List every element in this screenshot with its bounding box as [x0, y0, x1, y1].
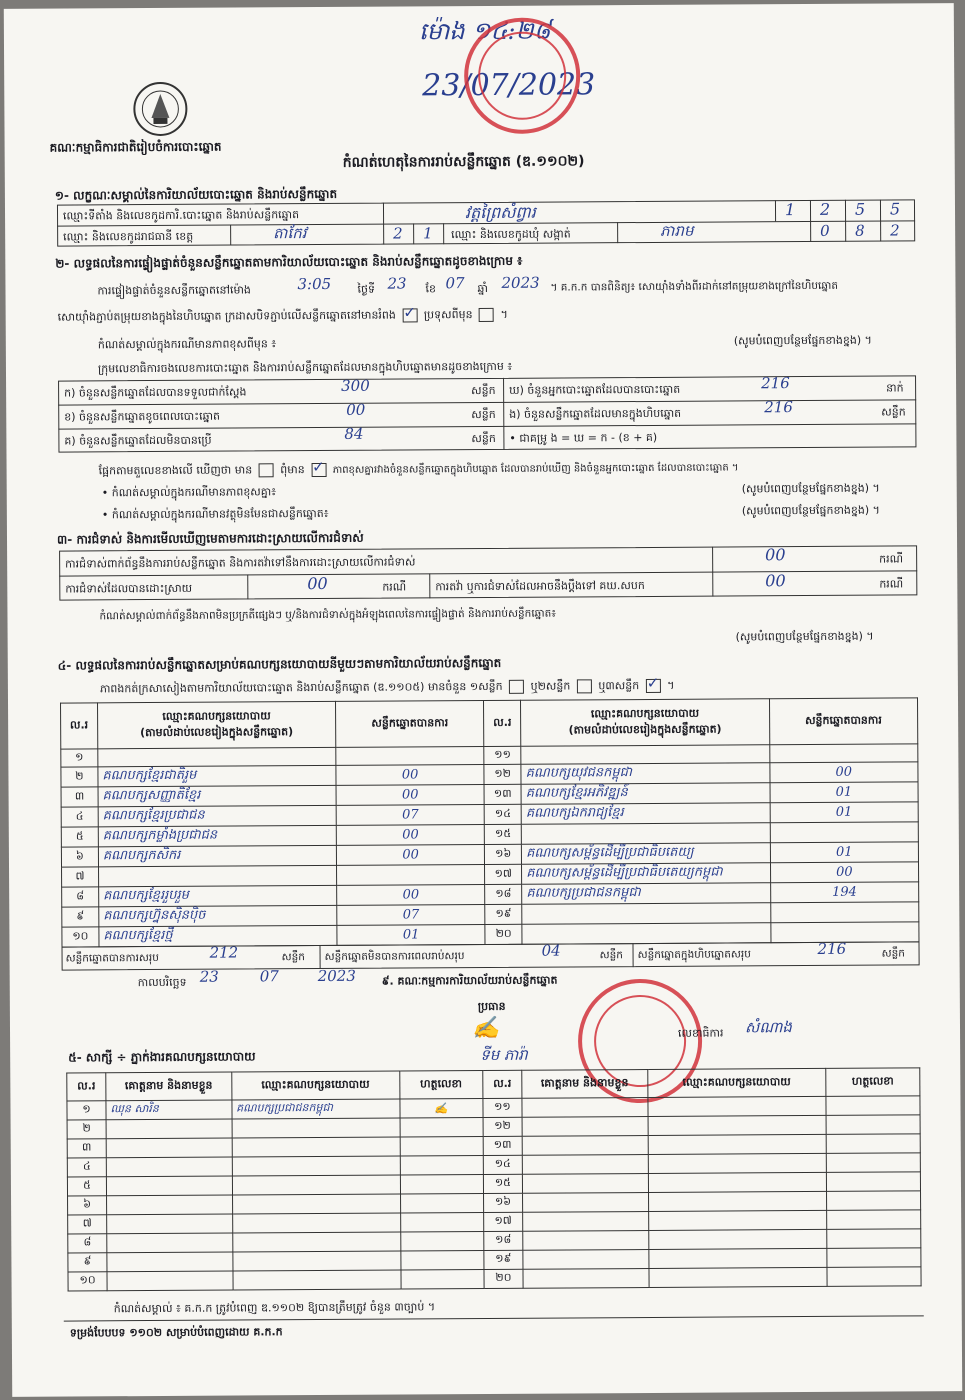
sum-valid-unit: សន្លឹក	[281, 951, 305, 964]
witness-party	[232, 1175, 400, 1195]
party-name: គណបក្សកម្លាំងប្រជាជន	[98, 825, 336, 846]
count-formula: • ជាគម្រូ ង = ឃ = ក - (ខ + គ)	[509, 430, 658, 445]
row-no: ១៨	[485, 884, 522, 904]
party-votes: 00	[336, 764, 484, 785]
row-no: ២០	[484, 1269, 523, 1288]
commune-value: ភារាម	[660, 221, 694, 240]
party-name: គណបក្សខ្មែរប្រជាជន	[98, 805, 336, 826]
witness-signature	[400, 1118, 484, 1138]
witness-name	[522, 1136, 648, 1156]
stamp-date-handwriting: 23/07/2023	[422, 67, 596, 104]
row-no: ១៩	[485, 904, 522, 924]
verify-month: 07	[445, 274, 465, 293]
witness-signature	[400, 1270, 484, 1290]
official-red-seal-top	[464, 17, 581, 134]
row-no: ៦	[61, 847, 98, 867]
witness-party	[233, 1251, 401, 1271]
party-name: គណបក្សខ្មែររួបរួម	[99, 885, 337, 906]
col-party-left: ឈ្មោះគណបក្សនយោបាយ (តាមលំដាប់លេខរៀងក្នុងសន្លឹកឆ្នោត)	[97, 701, 335, 748]
witness-party	[648, 1229, 827, 1249]
party-name	[521, 823, 770, 845]
station-code-3: 5	[854, 199, 866, 219]
row-no: ១៥	[483, 1174, 522, 1193]
party-name: គណបក្សយុវជនកម្ពុជា	[521, 763, 770, 785]
committee-name: គណៈកម្មាធិការជាតិរៀបចំការបោះឆ្នោត	[49, 139, 222, 155]
row-no: ៦	[68, 1196, 107, 1215]
witness-signature	[400, 1213, 484, 1233]
date-month: 07	[259, 967, 279, 986]
witness-name	[107, 1214, 233, 1234]
row-no: ៣	[61, 787, 98, 807]
count-d-unit: នាក់	[886, 381, 904, 395]
year-label: ឆ្នាំ	[477, 281, 489, 296]
province-code-2: 1	[423, 224, 433, 243]
sum-box: 216	[817, 939, 847, 958]
count-e-unit: សន្លឹក	[881, 405, 906, 419]
witness-party	[648, 1248, 827, 1268]
row-no: ១	[67, 1101, 106, 1120]
note-diff: • កំណត់សម្គាល់ក្នុងករណីមានភាពខុសគ្នា៖	[101, 485, 277, 500]
party-name	[522, 903, 771, 925]
col-votes-left: សន្លឹកឆ្នោតបានការ	[336, 700, 485, 747]
row-no: ១៧	[484, 1212, 523, 1231]
witness-name	[106, 1176, 232, 1196]
province-value: តាកែវ	[273, 224, 307, 243]
party-name: គណបក្សសម្ព័ន្ធដើម្បីប្រជាធិបតេយ្យ	[522, 843, 771, 865]
count-b-label: ខ) ចំនួនសន្លឹកឆ្នោតខូចពេលបោះឆ្នោត	[64, 409, 221, 424]
appeal-value: 00	[765, 571, 786, 591]
count-a-label: ក) ចំនួនសន្លឹកឆ្នោតដែលបានទទួលជាក់ស្តែង	[64, 385, 247, 400]
seal-broken-checkbox[interactable]	[479, 308, 494, 322]
witness-signature	[827, 1229, 921, 1249]
witness-party	[232, 1137, 400, 1157]
row-no: ១១	[483, 1098, 522, 1117]
committee-sign-title: ៩. គណៈកម្មការការិយាល័យរាប់សន្លឹកឆ្នោត	[381, 973, 558, 988]
resolved-unit: ករណី	[382, 580, 407, 594]
row-no: ១៣	[484, 784, 521, 804]
row-no: ២	[61, 767, 98, 787]
row-no: ១៦	[483, 1193, 522, 1212]
section5-title: ៥- សាក្សី ÷ ភ្នាក់ងារគណបក្សនយោបាយ	[68, 1049, 256, 1065]
section4-title: ៤- លទ្ធផលនៃការរាប់សន្លឹកឆ្នោតសម្រាប់គណបក្សនយោបាយនីមួយៗតាមការិយាល័យរាប់សន្លឹកឆ្នោត	[57, 655, 502, 673]
row-no: ៣	[67, 1139, 106, 1158]
witness-name	[522, 1174, 648, 1194]
witness-party	[232, 1118, 400, 1138]
w-col-no-right: ល.រ	[483, 1070, 522, 1098]
chair-signature: ✍	[471, 1015, 500, 1042]
form-title: កំណត់ហេតុនៃការរាប់សន្លឹកឆ្នោត (ឌ.១១០២)	[342, 153, 585, 171]
row-no: ៤	[61, 807, 98, 827]
seal-intact-checkbox[interactable]	[402, 308, 417, 322]
witness-party	[648, 1172, 827, 1192]
row-no: ៨	[68, 1234, 107, 1253]
has-difference-checkbox[interactable]	[259, 463, 274, 477]
footnote: កំណត់សម្គាល់ ៖ គ.ក.ក ត្រូវបំពេញ ឌ.១១០២ ឱ្យបានត្រឹមត្រូវ ចំនួន ៣ច្បាប់ ។	[113, 1300, 436, 1316]
party-name: គណបក្សសញ្ញាតិខ្មែរ	[98, 785, 336, 806]
witness-rows	[67, 1096, 921, 1291]
row-no: ២០	[485, 924, 522, 944]
witness-party	[649, 1267, 828, 1287]
secretary-label: លេខាធិការ	[678, 1026, 724, 1040]
witness-signature	[400, 1232, 484, 1252]
witness-signature	[826, 1153, 920, 1173]
table-row	[68, 1267, 921, 1291]
commune-label: ឈ្មោះ និងលេខកូដឃុំ សង្កាត់	[451, 227, 571, 242]
witness-signature	[827, 1248, 921, 1268]
witness-name	[523, 1249, 649, 1269]
witness-name	[523, 1268, 649, 1288]
verify-line1-tail: ។ គ.ក.ក បានពិនិត្យ៖ សោយ៉ាំងទាំងពីរដាក់នៅតម្រុយខាងក្រៅនៃហិបឆ្នោត	[550, 279, 839, 294]
sum-invalid-unit: សន្លឹក	[599, 949, 623, 962]
witness-party: គណបក្សប្រជាជនកម្ពុជា	[232, 1099, 400, 1119]
count-c-value: 84	[344, 424, 364, 443]
row-no: ១០	[62, 927, 99, 947]
witness-name	[523, 1231, 649, 1251]
w-col-no-left: ល.រ	[67, 1073, 106, 1101]
objection-note: កំណត់សម្គាល់ពាក់ព័ន្ធនឹងភាពមិនប្រក្រតីផ្សេងៗ ឬ/និងការជំទាស់ក្នុងអំឡុងពេលនៃការផ្ទៀងផ្ទាត់ និងការរាប់សន្លឹកឆ្នោត៖	[99, 607, 556, 623]
party-votes	[770, 822, 918, 843]
witness-signature	[400, 1194, 484, 1214]
sum-valid-label: សន្លឹកឆ្នោតបានការសរុប	[65, 951, 159, 965]
count-e-label: ង) ចំនួនសន្លឹកឆ្នោតដែលមានក្នុងហិបឆ្នោត	[509, 406, 682, 421]
party-name: គណបក្សឯករាជ្យខ្មែរ	[521, 803, 770, 825]
party-results-table	[60, 697, 919, 947]
three-sheets-checkbox[interactable]	[646, 679, 661, 693]
day-label: ថ្ងៃទី	[357, 282, 375, 296]
party-name: គណបក្សហ្វ៊ុនស៊ិនប៉ិច	[99, 905, 337, 926]
witness-party	[232, 1194, 400, 1214]
commune-code-1: 0	[820, 221, 830, 240]
witness-party	[648, 1096, 827, 1116]
objection-label: ការជំទាស់ពាក់ព័ន្ធនឹងការរាប់សន្លឹកឆ្នោត និងការតវ៉ាទៅនឹងការដោះស្រាយលើការជំទាស់	[65, 555, 416, 571]
witness-name	[107, 1271, 233, 1291]
party-votes: 00	[337, 884, 485, 905]
sum-box-label: សន្លឹកឆ្នោតក្នុងហិបឆ្នោតសរុប	[637, 948, 751, 962]
party-votes	[337, 864, 485, 885]
w-col-sign-right: ហត្ថលេខា	[826, 1068, 920, 1097]
witness-signature: ✍	[399, 1099, 483, 1119]
witness-signature	[827, 1210, 921, 1230]
count-e-value: 216	[764, 398, 793, 417]
station-label: ឈ្មោះទីតាំង និងលេខកូដការិ.បោះឆ្នោត និងរាប់សន្លឹកឆ្នោត	[62, 208, 300, 223]
secretary-name: សំណាង	[744, 1018, 792, 1037]
row-no: ១០	[68, 1272, 107, 1291]
resolved-value: 00	[307, 573, 328, 594]
w-col-party-left: ឈ្មោះគណបក្សនយោបាយ	[231, 1071, 399, 1100]
note-foreign-object: • កំណត់សម្គាល់ក្នុងករណីមានវត្ថុមិនមែនជាសន្លឹកឆ្នោត៖	[101, 506, 329, 522]
row-no: ២	[67, 1120, 106, 1139]
witness-name	[107, 1195, 233, 1215]
row-no: ១១	[484, 746, 521, 764]
witness-party	[232, 1213, 400, 1233]
nec-emblem-icon	[129, 80, 191, 138]
objection-value: 00	[765, 545, 786, 565]
witness-signature	[826, 1096, 920, 1116]
witness-name	[522, 1098, 648, 1118]
party-name: គណបក្សខ្មែរអភិវឌ្ឍន៍	[521, 783, 770, 805]
row-no: ១៤	[484, 804, 521, 824]
fill-note-4: (សូមបំពេញបន្ថែមផ្នែកខាងខ្នង) ។	[735, 629, 874, 644]
witness-name	[107, 1252, 233, 1272]
col-no-right: ល.រ	[484, 700, 521, 746]
station-code-1: 1	[784, 200, 796, 220]
section2-title: ២- លទ្ធផលនៃការផ្ទៀងផ្ទាត់ចំនួនសន្លឹកឆ្នោតតាមការិយាល័យបោះឆ្នោត និងរាប់សន្លឹកឆ្នោតដូចខាងក្រោម ៖	[55, 253, 523, 271]
results-rows	[61, 744, 919, 947]
sum-valid: 212	[209, 943, 239, 962]
row-no: ១៥	[485, 824, 522, 844]
fill-note-3: (សូមបំពេញបន្ថែមផ្នែកខាងខ្នង) ។	[741, 503, 880, 518]
party-name	[98, 865, 336, 886]
party-votes	[770, 902, 918, 923]
witness-name	[106, 1138, 232, 1158]
witness-signature	[400, 1156, 484, 1176]
witness-name	[106, 1119, 232, 1139]
witness-party	[648, 1191, 827, 1211]
witness-signature	[400, 1175, 484, 1195]
row-no: ៧	[62, 867, 99, 887]
commune-code-3: 2	[890, 221, 900, 240]
objection-unit: ករណី	[879, 552, 904, 566]
row-no: ១៣	[483, 1136, 522, 1155]
totals-row	[61, 941, 919, 970]
count-intro: ក្រុមលេខាធិការចងលេខការបោះឆ្នោត និងការរាប់សន្លឹកឆ្នោតដែលមានក្នុងហិបឆ្នោតមានដូចខាងក្រោម ៖	[97, 359, 513, 376]
witness-name	[522, 1193, 648, 1213]
party-votes: 194	[770, 882, 918, 903]
chair-name: ទីម ភារ៉ា	[480, 1045, 528, 1065]
count-c-label: គ) ចំនួនសន្លឹកឆ្នោតដែលមិនបានប្រើ	[64, 433, 212, 448]
resolved-label: ការជំទាស់ដែលបានដោះស្រាយ	[65, 581, 193, 596]
month-label: ខែ	[425, 282, 437, 296]
row-no: ១៧	[485, 864, 522, 884]
row-no: ១៤	[483, 1155, 522, 1174]
row-no: ៥	[67, 1177, 106, 1196]
party-votes	[336, 746, 484, 765]
witness-signature	[827, 1267, 921, 1287]
chair-label: ប្រធាន	[477, 999, 506, 1014]
witness-name	[522, 1155, 648, 1175]
row-no: ១៦	[485, 844, 522, 864]
verify-time-label: ការផ្ទៀងផ្ទាត់ចំនួនសន្លឹកឆ្នោតនៅម៉ោង	[97, 283, 251, 298]
w-col-sign-left: ហត្ថលេខា	[399, 1071, 483, 1100]
count-c-unit: សន្លឹក	[471, 431, 496, 446]
witness-table	[66, 1067, 921, 1291]
row-no: ១៩	[484, 1250, 523, 1269]
one-sheet-checkbox[interactable]	[509, 680, 524, 694]
verify-time: 3:05	[297, 274, 332, 294]
witness-signature	[826, 1191, 920, 1211]
w-col-name-left: គោត្តនាម និងនាមខ្លួន	[106, 1072, 232, 1101]
col-votes-right: សន្លឹកឆ្នោតបានការ	[769, 698, 918, 745]
sum-box-unit: សន្លឹក	[881, 947, 905, 960]
date-label: កាលបរិច្ឆេទ	[137, 975, 187, 990]
party-votes: 01	[770, 842, 918, 863]
row-no: ១២	[484, 764, 521, 784]
sum-invalid: 04	[541, 941, 561, 960]
province-label: ឈ្មោះ និងលេខកូដរាជធានី ខេត្ត	[63, 229, 194, 244]
two-sheets-checkbox[interactable]	[577, 679, 592, 693]
witness-party	[648, 1210, 827, 1230]
verify-year: 2023	[501, 273, 540, 292]
section3-title: ៣- ការជំទាស់ និងការមើលឃើញមេតាមការដោះស្រាយលើការជំទាស់	[56, 530, 364, 547]
appeal-unit: ករណី	[879, 577, 904, 591]
verify-day: 23	[387, 274, 407, 293]
party-votes: 00	[336, 824, 484, 845]
row-no: ៧	[68, 1215, 107, 1234]
row-no: ៤	[67, 1158, 106, 1177]
witness-name	[106, 1157, 232, 1177]
row-no: ៨	[62, 887, 99, 907]
stamp-ref-handwriting: ម៉ោង ១៤:២៨	[418, 16, 551, 46]
witness-signature	[400, 1137, 484, 1157]
verify-line2: សោយ៉ាំងភ្ជាប់តម្រុយខាងក្នុងនៃហិបឆ្នោត ក្រដាសបិទភ្ជាប់លើសន្លឹកឆ្នោតនៅមានរំពង ✓ ប្រទុសពីមុន ។	[58, 308, 508, 325]
witness-party	[648, 1153, 827, 1173]
witness-party	[233, 1270, 401, 1290]
count-d-label: ឃ) ចំនួនអ្នកបោះឆ្នោតដែលបានបោះឆ្នោត	[509, 382, 681, 397]
witness-name	[522, 1117, 648, 1137]
row-no: ៩	[68, 1253, 107, 1272]
sum-invalid-label: សន្លឹកឆ្នោតមិនបានការពេលរាប់សរុប	[324, 950, 465, 963]
row-no: ១២	[483, 1117, 522, 1136]
no-difference-checkbox[interactable]	[311, 463, 326, 477]
party-name: គណបក្សខ្មែរជាតិរួម	[98, 765, 336, 786]
party-votes: 01	[337, 924, 485, 945]
count-d-value: 216	[761, 374, 790, 393]
witness-party	[232, 1156, 400, 1176]
party-name	[98, 747, 336, 766]
col-party-right: ឈ្មោះគណបក្សនយោបាយ (តាមលំដាប់លេខរៀងក្នុងសន្លឹកឆ្នោត)	[521, 699, 770, 747]
sheet-count-line: ភាពងកត់ក្រសាសៀងតាមការិយាល័យបោះឆ្នោត និងរាប់សន្លឹកឆ្នោត (ឌ.១១០៥) មានចំនួន ១សន្លឹក ឬ២សន្លឹក ឬ៣សន្លឹក ✓ ។	[100, 679, 675, 697]
station-code-4: 5	[889, 199, 901, 219]
row-no: ៥	[61, 827, 98, 847]
w-col-name-right: គោត្តនាម និងនាមខ្លួន	[522, 1070, 648, 1099]
party-votes: 00	[770, 762, 918, 783]
count-b-unit: សន្លឹក	[471, 407, 496, 422]
commune-code-2: 8	[855, 221, 865, 240]
count-b-value: 00	[346, 400, 366, 419]
party-name: គណបក្សកសិករ	[98, 845, 336, 866]
party-votes: 00	[336, 844, 484, 865]
witness-signature	[826, 1134, 920, 1154]
witness-signature	[400, 1251, 484, 1271]
witness-party	[232, 1232, 400, 1252]
date-year: 2023	[317, 966, 356, 986]
party-votes: 00	[770, 862, 918, 883]
witness-party	[648, 1115, 827, 1135]
witness-name	[523, 1212, 649, 1232]
row-no: ៩	[62, 907, 99, 927]
station-value: វត្តព្រៃសំព្វារ	[464, 202, 536, 223]
difference-line: ផ្អែកតាមតួលេខខាងលើ ឃើញថា មាន ពុំមាន ✓ ភាពខុសគ្នារវាងចំនួនសន្លឹកឆ្នោតក្នុងហិបឆ្នោត ដែលបានរាប់ឃើញ និងចំនួនអ្នកបោះឆ្នោត ដែលបានបោះឆ្នោត ។	[99, 460, 739, 478]
party-votes: 07	[337, 904, 485, 925]
section1-title: ១- លក្ខណៈសម្គាល់នៃការិយាល័យបោះឆ្នោត និងរាប់សន្លឹកឆ្នោត	[54, 186, 338, 203]
count-a-unit: សន្លឹក	[471, 383, 496, 398]
station-code-2: 2	[819, 199, 831, 219]
party-votes	[769, 744, 917, 763]
party-votes: 01	[770, 782, 918, 803]
fill-note-1: (សូមបំពេញបន្ថែមផ្នែកខាងខ្នង) ។	[733, 333, 872, 348]
col-no-left: ល.រ	[61, 703, 98, 749]
witness-signature	[826, 1115, 920, 1135]
date-day: 23	[199, 967, 219, 986]
party-name: គណបក្សប្រជាជនកម្ពុជា	[522, 883, 771, 905]
party-votes: 01	[770, 802, 918, 823]
appeal-label: ការតវ៉ា ឬការជំទាស់ដែលអាចនឹងប្តឹងទៅ គឃ.សបក	[435, 579, 645, 594]
province-code-1: 2	[393, 224, 403, 243]
row-no: ១	[61, 749, 98, 767]
party-name	[521, 745, 770, 765]
witness-name	[107, 1233, 233, 1253]
form-note: ទម្រង់បែបបទ ១១០២ សម្រាប់បំពេញដោយ គ.ក.ក	[69, 1325, 283, 1340]
witness-party	[648, 1134, 827, 1154]
witness-signature	[826, 1172, 920, 1192]
fill-note-2: (សូមបំពេញបន្ថែមផ្នែកខាងខ្នង) ។	[741, 481, 880, 496]
note-difference: កំណត់សម្គាល់ក្នុងករណីមានភាពខុសពីមុន ៖	[97, 337, 277, 352]
witness-name: ឈុន សារិន	[106, 1100, 232, 1120]
w-col-party-right: ឈ្មោះគណបក្សនយោបាយ	[647, 1068, 826, 1097]
ballot-count-form	[4, 3, 962, 1397]
count-a-value: 300	[341, 376, 370, 395]
party-name: គណបក្សសម្ព័ន្ធដើម្បីប្រជាធិបតេយ្យកម្ពុជា	[522, 863, 771, 885]
party-votes: 07	[336, 804, 484, 825]
row-no: ១៨	[484, 1231, 523, 1250]
party-name: គណបក្សខ្មែរថ្មី	[99, 925, 337, 946]
party-votes: 00	[336, 784, 484, 805]
